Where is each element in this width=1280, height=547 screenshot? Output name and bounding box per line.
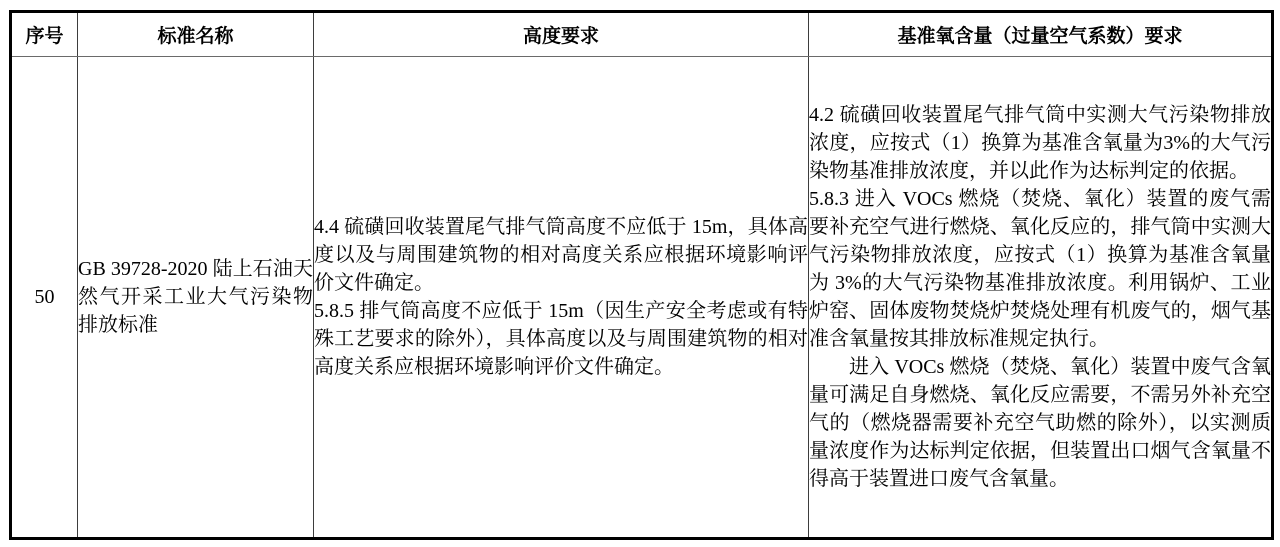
height-requirement-clause-5-8-5: 5.8.5 排气筒高度不应低于 15m（因生产安全考虑或有特殊工艺要求的除外），具体高度以及与周围建筑物的相对高度关系应根据环境影响评价文件确定。	[314, 300, 808, 378]
oxygen-requirements-cell	[809, 57, 1273, 539]
row-index-cell: 50	[11, 57, 78, 539]
column-header-height-requirement: 高度要求	[314, 12, 809, 57]
table-row	[11, 57, 1273, 539]
column-header-index: 序号	[11, 12, 78, 57]
column-header-standard-name: 标准名称	[78, 12, 314, 57]
oxygen-requirement-clause-4-2: 4.2 硫磺回收装置尾气排气筒中实测大气污染物排放浓度，应按式（1）换算为基准含氧量为3%的大气污染物基准排放浓度，并以此作为达标判定的依据。	[809, 104, 1271, 182]
height-requirement-clause-4-4: 4.4 硫磺回收装置尾气排气筒高度不应低于 15m，具体高度以及与周围建筑物的相对高度关系应根据环境影响评价文件确定。	[314, 216, 808, 294]
table-header-row	[11, 12, 1273, 57]
oxygen-requirement-vocs-paragraph: 进入 VOCs 燃烧（焚烧、氧化）装置中废气含氧量可满足自身燃烧、氧化反应需要，不需另外补充空气的（燃烧器需要补充空气助燃的除外），以实测质量浓度作为达标判定依据，但装置出口烟气含氧量不得高于装置进口废气含氧量。	[809, 356, 1271, 490]
column-header-oxygen-requirement: 基准氧含量（过量空气系数）要求	[809, 12, 1273, 57]
height-requirements-cell	[314, 57, 809, 539]
standard-name-cell: GB 39728-2020 陆上石油天然气开采工业大气污染物排放标准	[78, 57, 314, 539]
oxygen-requirement-clause-5-8-3: 5.8.3 进入 VOCs 燃烧（焚烧、氧化）装置的废气需要补充空气进行燃烧、氧化反应的，排气筒中实测大气污染物排放浓度，应按式（1）换算为基准含氧量为 3%的大气污染物基准排放浓度。利用锅炉、工业炉窑、固体废物焚烧炉焚烧处理有机废气的，烟气基准含氧量按其排放标准规定执行。	[809, 188, 1271, 350]
standards-table	[9, 10, 1274, 540]
